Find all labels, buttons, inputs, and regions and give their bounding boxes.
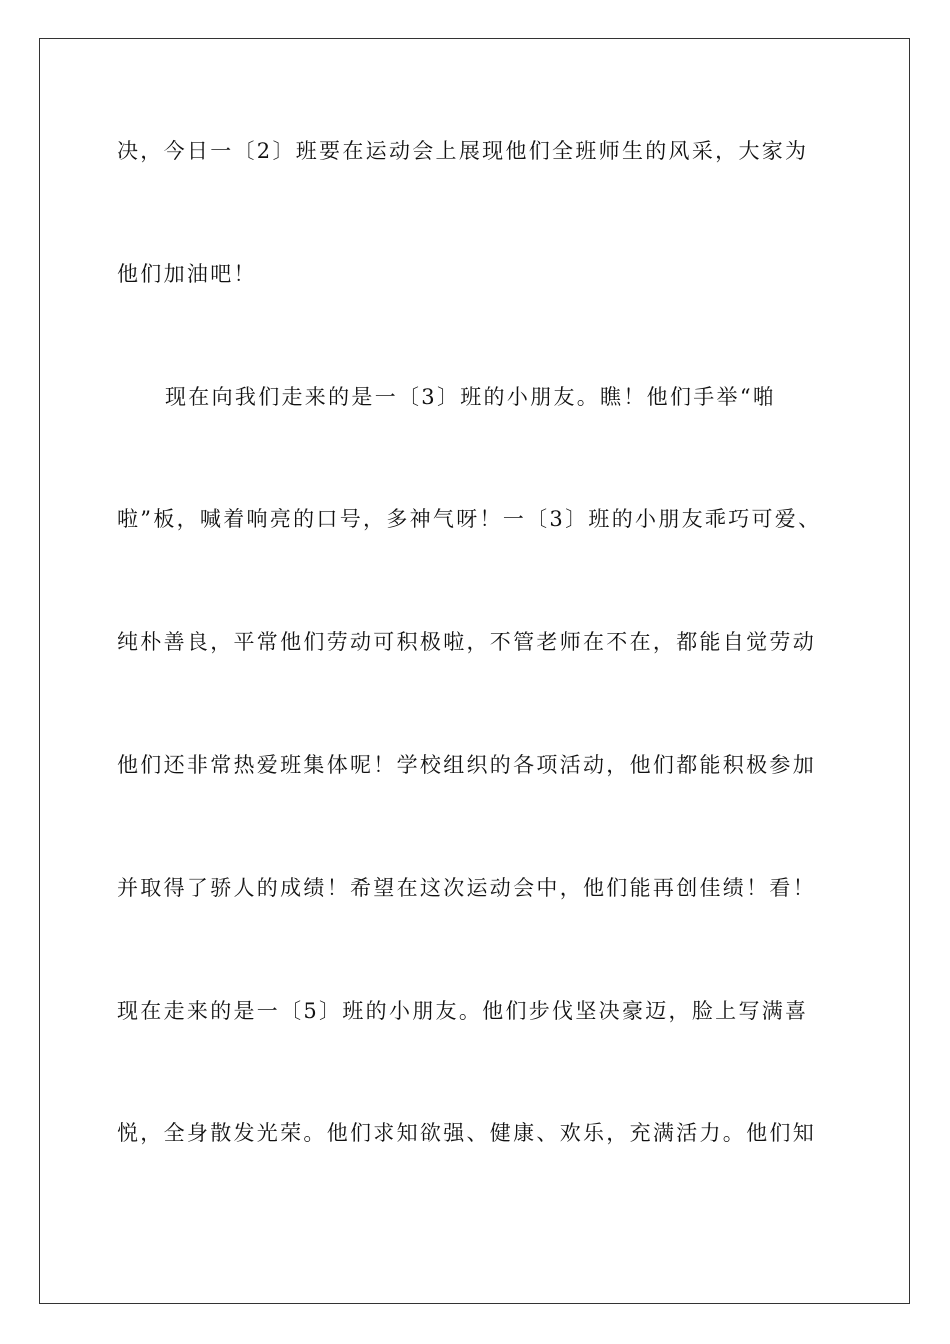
text-line-7: 并取得了骄人的成绩！希望在这次运动会中，他们能再创佳绩！看！ — [117, 875, 816, 900]
text-line-8: 现在走来的是一〔5〕班的小朋友。他们步伐坚决豪迈，脸上写满喜 — [117, 998, 809, 1023]
text-line-9: 悦，全身散发光荣。他们求知欲强、健康、欢乐，充满活力。他们知 — [117, 1121, 816, 1146]
text-line-1: 决，今日一〔2〕班要在运动会上展现他们全班师生的风采，大家为 — [117, 139, 809, 163]
document-body — [117, 127, 877, 1232]
text-line-5: 纯朴善良，平常他们劳动可积极啦，不管老师在不在，都能自觉劳动 — [117, 630, 816, 655]
text-line-4: 啦”板，喊着响亮的口号，多神气呀！一〔3〕班的小朋友乖巧可爱、 — [117, 507, 822, 532]
text-line-2: 他们加油吧！ — [117, 261, 257, 286]
text-line-3: 现在向我们走来的是一〔3〕班的小朋友。瞧！他们手举“啪 — [165, 384, 777, 409]
text-line-6: 他们还非常热爱班集体呢！学校组织的各项活动，他们都能积极参加 — [117, 752, 816, 777]
